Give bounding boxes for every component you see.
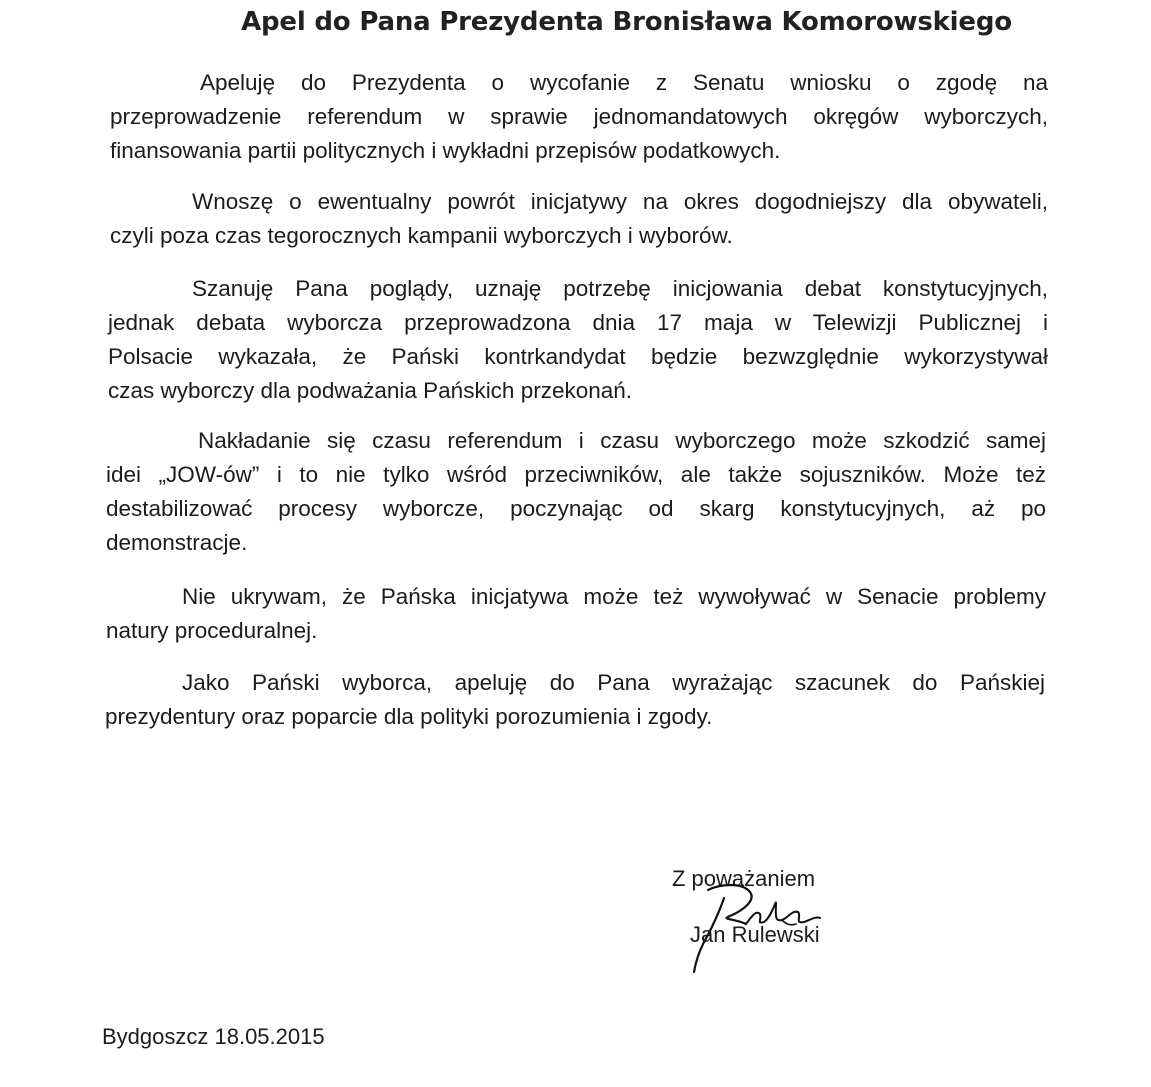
paragraph-line: finansowania partii politycznych i wykładni przepisów podatkowych. [110, 138, 781, 163]
paragraph-line: Nie ukrywam, że Pańska inicjatywa może też wywoływać w Senacie problemy [182, 584, 1046, 609]
paragraph-line: Szanuję Pana poglądy, uznaję potrzebę inicjowania debat konstytucyjnych, [192, 276, 1048, 301]
signatory-name: Jan Rulewski [690, 922, 820, 947]
paragraph-line: jednak debata wyborcza przeprowadzona dnia 17 maja w Telewizji Publicznej i [108, 310, 1048, 335]
paragraph-line: Apeluję do Prezydenta o wycofanie z Senatu wniosku o zgodę na [200, 70, 1048, 95]
closing-salutation: Z poważaniem [672, 866, 816, 891]
paragraph-line: Wnoszę o ewentualny powrót inicjatywy na okres dogodniejszy dla obywateli, [192, 189, 1048, 214]
paragraph-line: prezydentury oraz poparcie dla polityki porozumienia i zgody. [105, 704, 713, 729]
paragraph-line: Nakładanie się czasu referendum i czasu wyborczego może szkodzić samej [198, 428, 1046, 453]
paragraph-line: czas wyborczy dla podważania Pańskich przekonań. [108, 378, 633, 403]
paragraph-5 [106, 580, 1046, 648]
paragraph-4 [106, 424, 1046, 560]
paragraph-line: destabilizować procesy wyborcze, poczynając od skarg konstytucyjnych, aż po [106, 496, 1046, 521]
paragraph-6 [105, 666, 1045, 734]
paragraph-line: demonstracje. [106, 530, 248, 555]
paragraph-2 [110, 185, 1048, 253]
place-and-date: Bydgoszcz 18.05.2015 [102, 1024, 325, 1049]
paragraph-line: przeprowadzenie referendum w sprawie jednomandatowych okręgów wyborczych, [110, 104, 1048, 129]
paragraph-line: czyli poza czas tegorocznych kampanii wyborczych i wyborów. [110, 223, 733, 248]
paragraph-line: Polsacie wykazała, że Pański kontrkandydat będzie bezwzględnie wykorzystywał [108, 344, 1048, 369]
paragraph-1 [110, 66, 1048, 168]
paragraph-line: idei „JOW-ów” i to nie tylko wśród przeciwników, ale także sojuszników. Może też [106, 462, 1046, 487]
paragraph-3 [108, 272, 1048, 408]
paragraph-line: Jako Pański wyborca, apeluję do Pana wyrażając szacunek do Pańskiej [182, 670, 1045, 695]
paragraph-line: natury proceduralnej. [106, 618, 318, 643]
letter-title: Apel do Pana Prezydenta Bronisława Komorowskiego [241, 7, 1012, 37]
